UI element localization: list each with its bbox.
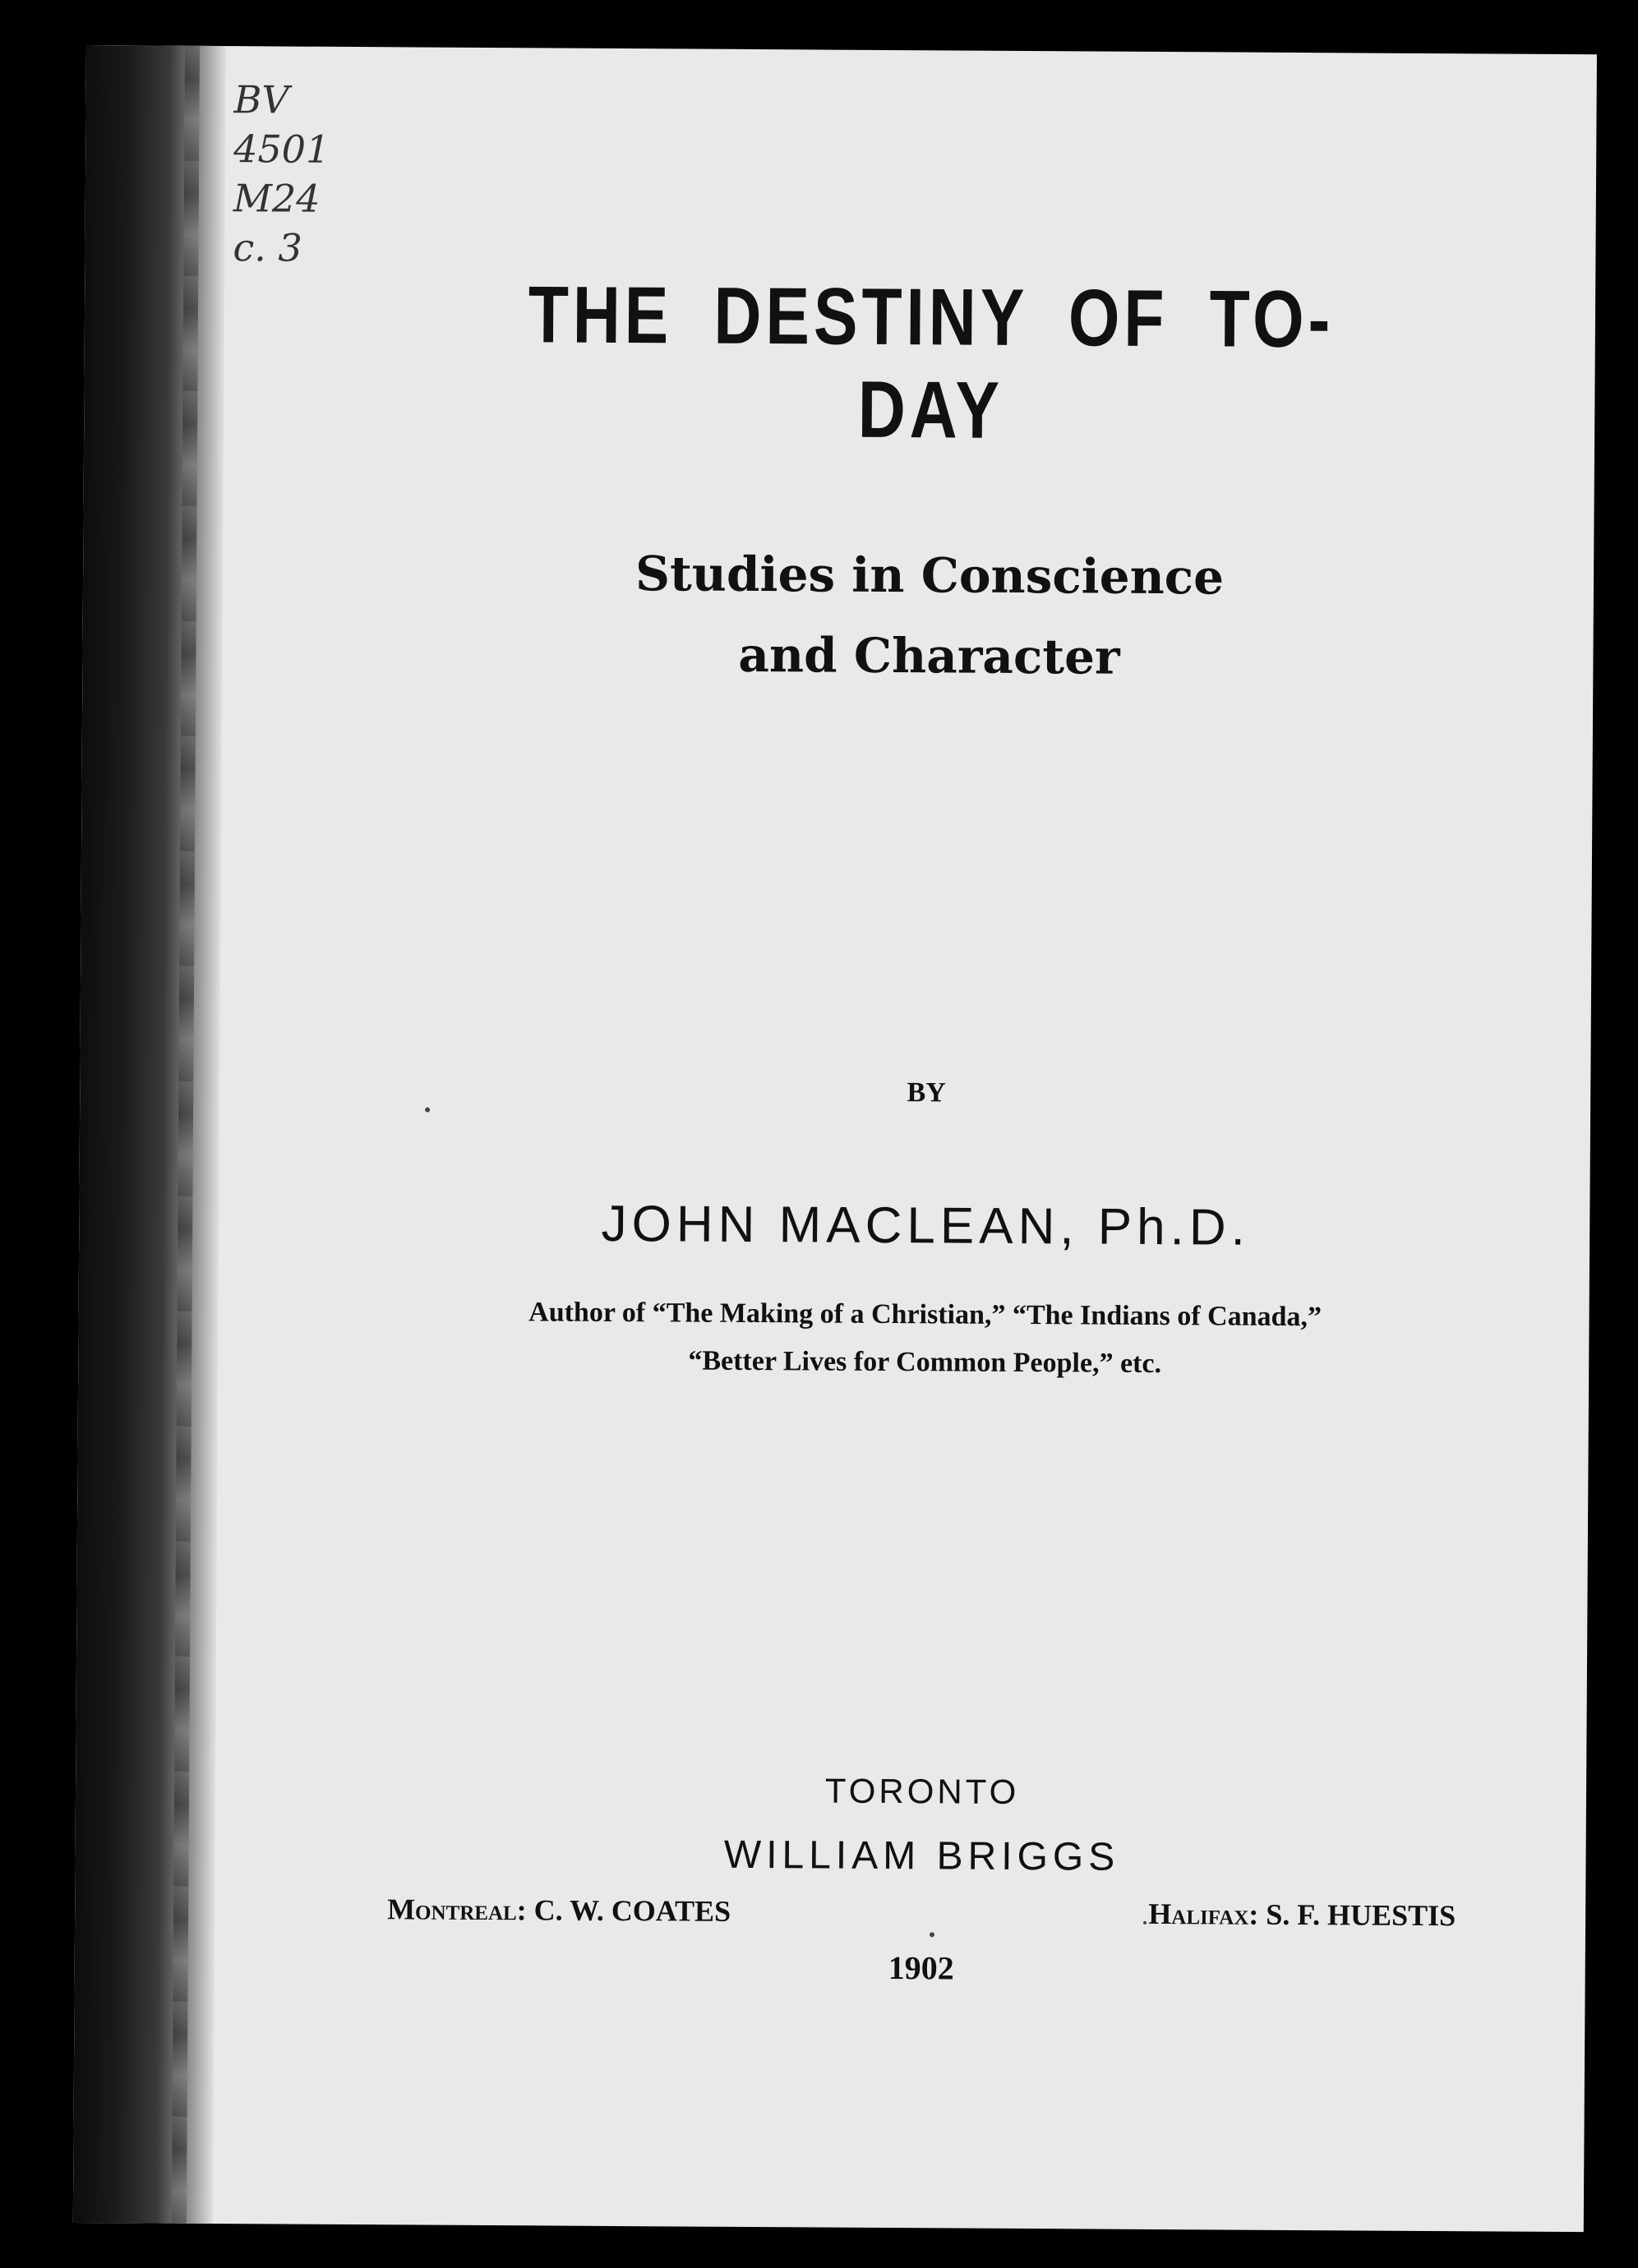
subtitle-line-2: and Character xyxy=(738,626,1120,685)
dust-speck xyxy=(425,1108,430,1113)
author-works xyxy=(349,1288,1501,1390)
call-number-line: 4501 xyxy=(233,127,330,172)
agent-montreal: Montreal: C. W. COATES xyxy=(387,1892,731,1928)
subtitle-line-1: Studies in Conscience xyxy=(634,546,1225,606)
publisher-name: WILLIAM BRIGGS xyxy=(723,1832,1120,1879)
agent-halifax: Halifax: S. F. HUESTIS xyxy=(1148,1897,1456,1933)
publisher-city: TORONTO xyxy=(824,1771,1020,1811)
publication-year: 1902 xyxy=(888,1949,954,1987)
book-spine-shadow xyxy=(73,45,226,2224)
book-title: THE DESTINY OF TO-DAY xyxy=(528,269,1335,455)
title-page xyxy=(73,45,1597,2232)
dust-speck xyxy=(930,1932,934,1937)
by-line: BY xyxy=(907,1077,946,1109)
works-line-1: Author of “The Making of a Christian,” “The Indians of Canada,” xyxy=(528,1297,1322,1333)
author-name: JOHN MACLEAN, Ph.D. xyxy=(601,1195,1251,1256)
dust-speck xyxy=(1143,1921,1147,1925)
works-line-2: “Better Lives for Common People,” etc. xyxy=(688,1345,1162,1380)
book-subtitle xyxy=(518,532,1340,698)
library-call-number xyxy=(233,75,330,273)
call-number-line: c. 3 xyxy=(233,225,302,270)
call-number-line: M24 xyxy=(233,176,321,221)
call-number-line: BV xyxy=(233,77,289,122)
publisher-agents xyxy=(387,1892,1456,1933)
